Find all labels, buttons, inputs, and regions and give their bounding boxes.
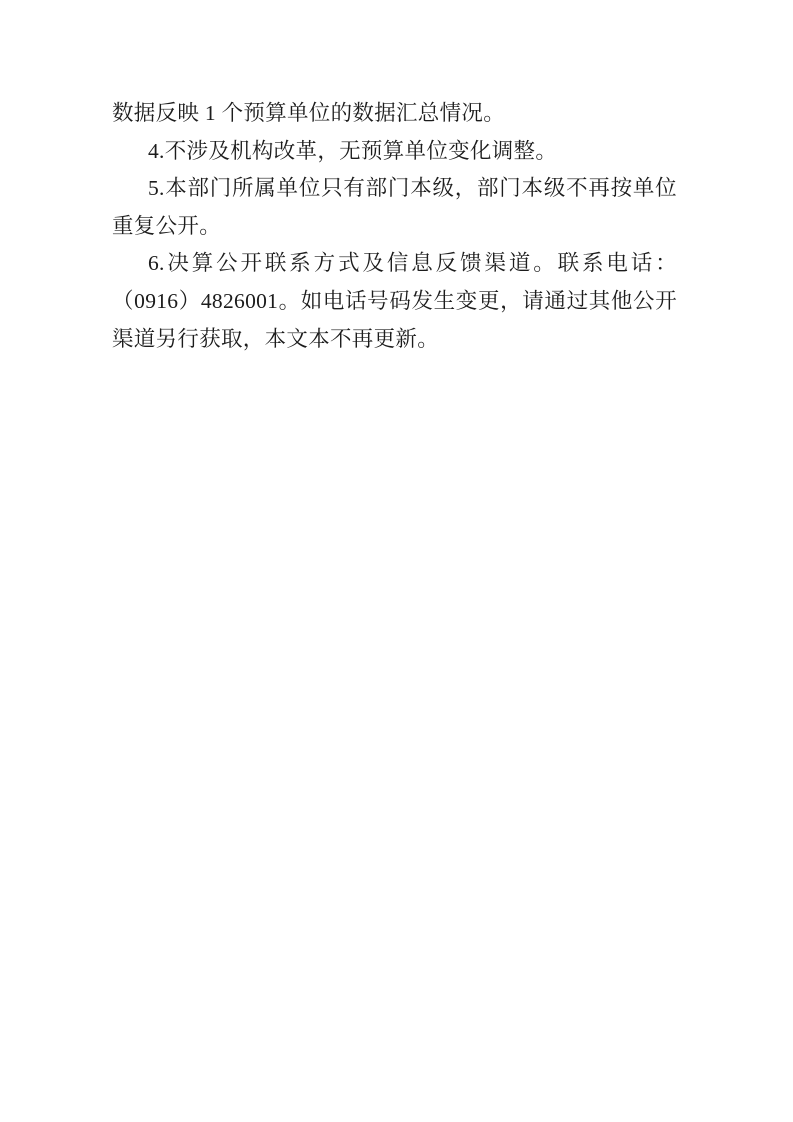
text-line: 渠道另行获取，本文本不再更新。 (112, 326, 440, 351)
text-line: 5.本部门所属单位只有部门本级，部门本级不再按单位 (148, 176, 677, 201)
text-line: 6.决算公开联系方式及信息反馈渠道。联系电话： (148, 251, 677, 276)
document-body (112, 95, 677, 358)
text-line: （0916）4826001。如电话号码发生变更，请通过其他公开 (112, 288, 677, 313)
text-line: 4.不涉及机构改革，无预算单位变化调整。 (148, 138, 558, 163)
text-line: 数据反映 1 个预算单位的数据汇总情况。 (112, 101, 506, 125)
text-line: 重复公开。 (112, 213, 222, 238)
